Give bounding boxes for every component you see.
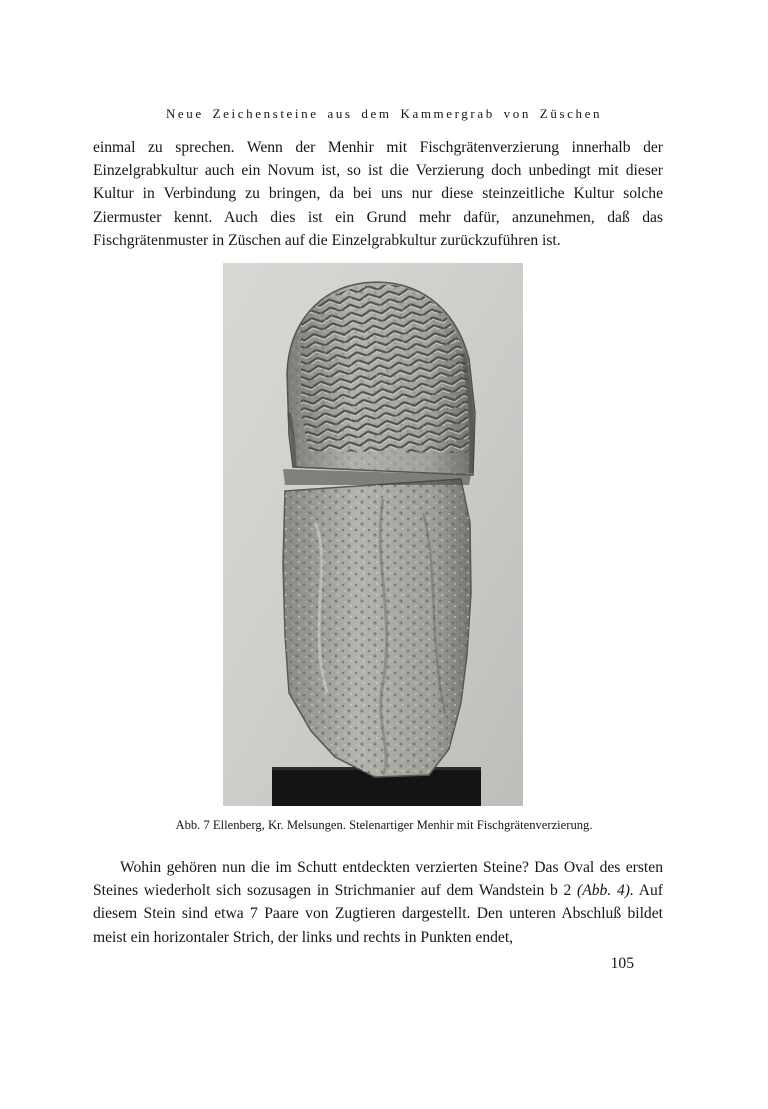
body-paragraph-1: einmal zu sprechen. Wenn der Menhir mit Fischgrätenverzierung innerhalb der Einzelgrabkultur auch ein Novum ist, so ist die Verzierung doch unbedingt mit dieser Kultur in Verbindung zu bringen, da bei uns nur diese steinzeitliche Kultur solche Ziermuster kennt. Auch dies ist ein Grund mehr dafür, anzunehmen, daß das Fischgrätenmuster in Züschen auf die Einzelgrabkultur zurückzuführen ist.	[93, 139, 663, 249]
paragraph-2-text-b: Auf diesem Stein sind etwa 7 Paare von Zugtieren dargestellt. Den unteren Abschluß bildet meist ein horizontaler Strich, der links und rechts in Punkten endet,	[93, 882, 663, 946]
figure-reference-abb-4: (Abb. 4).	[577, 882, 634, 900]
menhir-photo-image	[223, 263, 523, 806]
running-head: Neue Zeichensteine aus dem Kammergrab von Züschen	[165, 106, 603, 121]
figure-photo	[223, 263, 523, 806]
figure-caption: Abb. 7 Ellenberg, Kr. Melsungen. Stelenartiger Menhir mit Fischgrätenverzierung.	[175, 818, 593, 832]
body-paragraph-2	[93, 856, 663, 949]
page-number: 105	[610, 955, 634, 972]
paragraph-2-text-a: Wohin gehören nun die im Schutt entdeckten verzierten Steine? Das Oval des ersten Steines wiederholt sich sozusagen in Strichmanier auf dem Wandstein b 2	[93, 859, 663, 900]
